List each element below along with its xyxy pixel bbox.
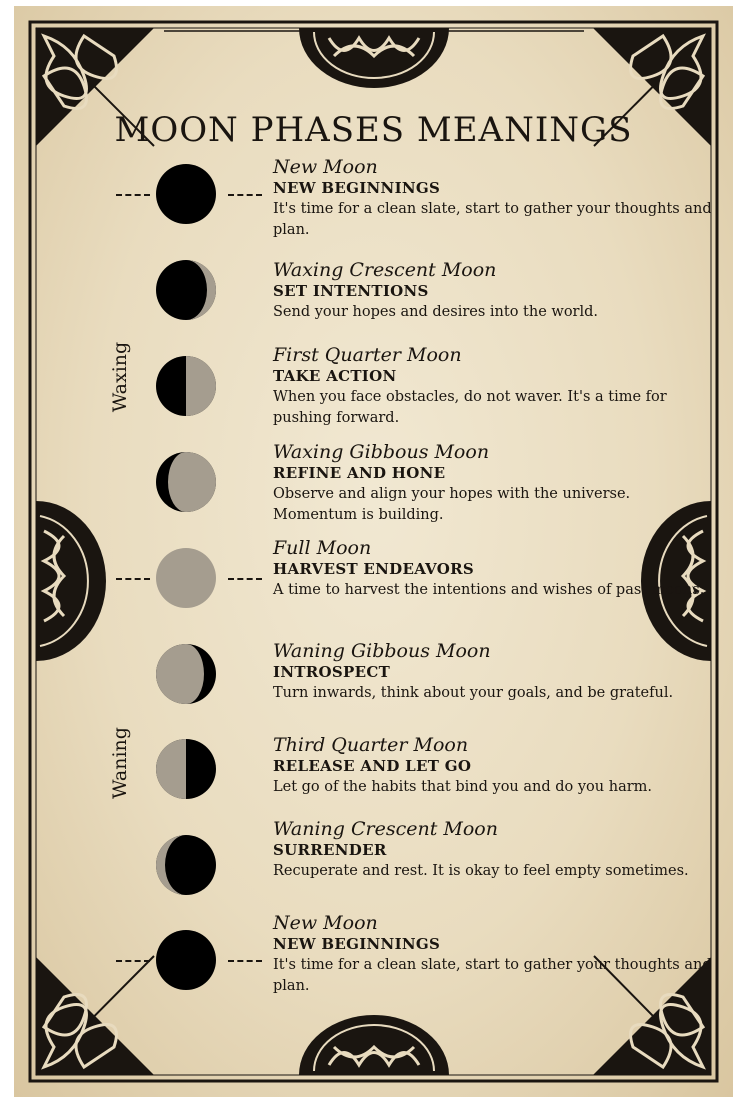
phase-description: It's time for a clean slate, start to gather your thoughts and plan. <box>273 201 712 238</box>
waning-label: Waning <box>109 727 131 799</box>
phase-5-dash-right <box>228 578 262 580</box>
phase-keyword: TAKE ACTION <box>273 367 397 385</box>
moon-phase-8-icon <box>154 833 218 897</box>
phase-entry <box>273 912 713 997</box>
phase-name: New Moon <box>273 156 378 178</box>
moon-phase-4-icon <box>154 450 218 514</box>
phase-entry <box>273 537 713 601</box>
phase-description: It's time for a clean slate, start to gather your thoughts and plan. <box>273 957 712 994</box>
poster-title: MOON PHASES MEANINGS <box>114 110 633 150</box>
moon-phase-6-icon <box>154 642 218 706</box>
phase-keyword: HARVEST ENDEAVORS <box>273 560 475 578</box>
moon-phase-7-icon <box>154 737 218 801</box>
phase-5-dash-left <box>116 578 150 580</box>
phase-keyword: REFINE AND HONE <box>273 464 446 482</box>
phase-name: New Moon <box>273 912 378 934</box>
phase-entry <box>273 259 713 323</box>
phase-name: Full Moon <box>273 537 372 559</box>
phase-entry <box>273 344 713 429</box>
phase-name: First Quarter Moon <box>273 344 462 366</box>
left-middle-knot <box>36 501 106 661</box>
phase-entry <box>273 818 713 882</box>
moon-phase-3-icon <box>154 354 218 418</box>
phase-9-dash-right <box>228 960 262 962</box>
phase-description: Send your hopes and desires into the world. <box>273 304 599 320</box>
phase-keyword: NEW BEGINNINGS <box>273 935 441 953</box>
moon-phase-2-icon <box>154 258 218 322</box>
moon-phase-1-icon <box>154 162 218 226</box>
phase-description: A time to harvest the intentions and wishes of past moons. <box>273 582 705 598</box>
phase-entry <box>273 734 713 798</box>
phase-entry <box>273 156 713 241</box>
phase-name: Waxing Gibbous Moon <box>273 441 490 463</box>
phase-description: Recuperate and rest. It is okay to feel empty sometimes. <box>273 863 689 879</box>
phase-description: Turn inwards, think about your goals, and be grateful. <box>273 685 674 701</box>
moon-phase-9-icon <box>154 928 218 992</box>
phase-name: Waning Gibbous Moon <box>273 640 491 662</box>
phase-description: Observe and align your hopes with the universe. Momentum is building. <box>273 486 631 523</box>
phase-name: Waning Crescent Moon <box>273 818 498 840</box>
phase-keyword: SURRENDER <box>273 841 387 859</box>
phase-entry <box>273 640 713 704</box>
top-center-knot <box>299 28 449 88</box>
phase-name: Waxing Crescent Moon <box>273 259 497 281</box>
phase-keyword: INTROSPECT <box>273 663 391 681</box>
phase-1-dash-right <box>228 194 262 196</box>
phase-description: Let go of the habits that bind you and do you harm. <box>273 779 653 795</box>
moon-phase-5-icon <box>154 546 218 610</box>
phase-keyword: NEW BEGINNINGS <box>273 179 441 197</box>
phase-keyword: RELEASE AND LET GO <box>273 757 472 775</box>
bottom-center-knot <box>299 1015 449 1075</box>
phase-1-dash-left <box>116 194 150 196</box>
phase-description: When you face obstacles, do not waver. It's a time for pushing forward. <box>273 389 667 426</box>
phase-name: Third Quarter Moon <box>273 734 469 756</box>
phase-entry <box>273 441 713 526</box>
waxing-label: Waxing <box>109 341 131 413</box>
moon-phases-poster <box>14 6 733 1097</box>
phase-9-dash-left <box>116 960 150 962</box>
phase-keyword: SET INTENTIONS <box>273 282 429 300</box>
